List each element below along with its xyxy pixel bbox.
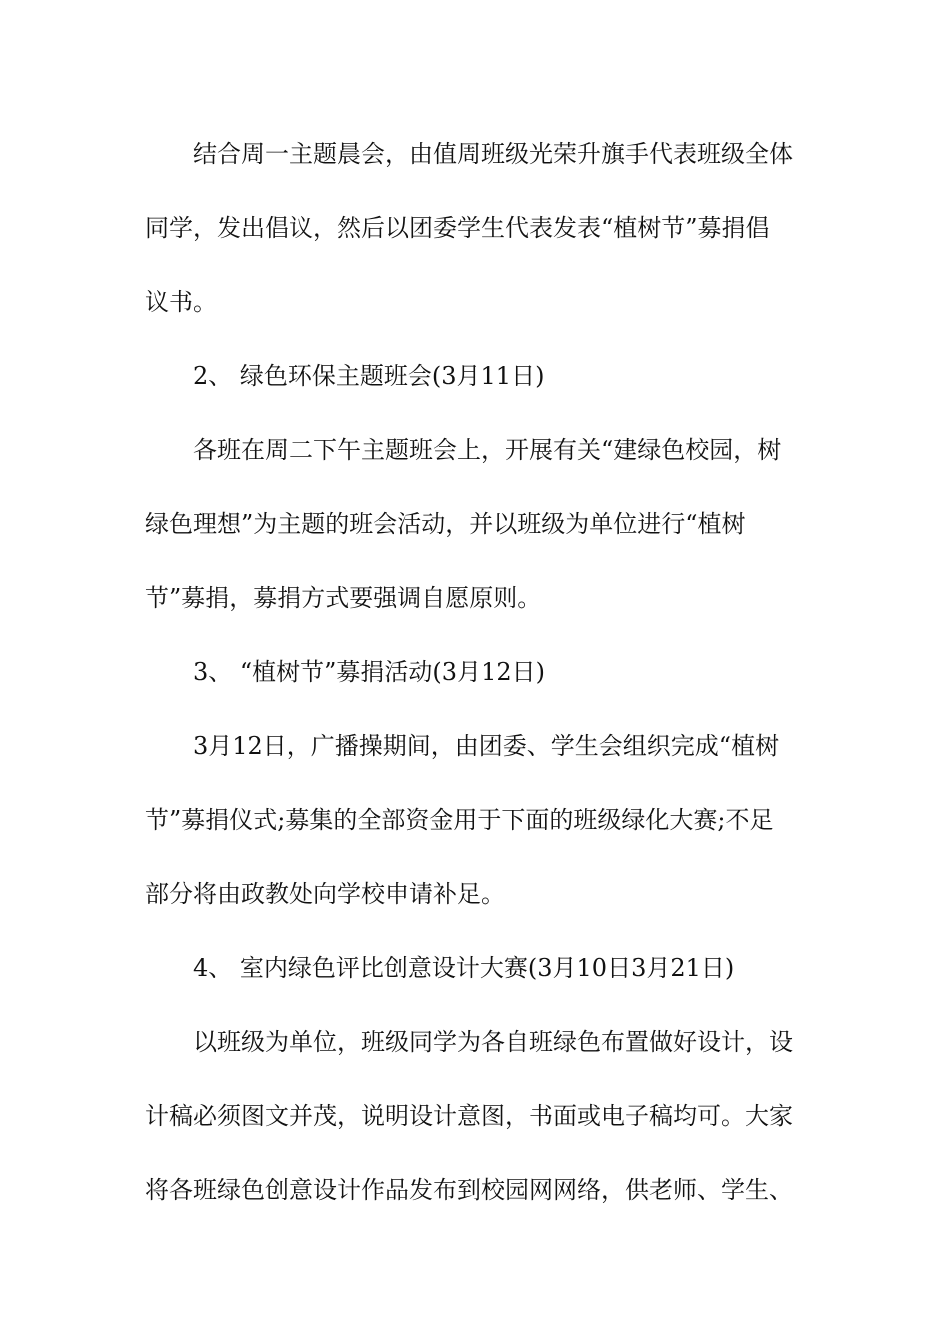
paragraph-line: 议书。 <box>145 288 217 316</box>
paragraph-line: 绿色理想”为主题的班会活动，并以班级为单位进行“植树 <box>145 510 746 538</box>
paragraph-line: 同学，发出倡议，然后以团委学生代表发表“植树节”募捐倡 <box>145 214 770 242</box>
paragraph-line: 3月12日，广播操期间，由团委、学生会组织完成“植树 <box>193 732 780 760</box>
section-heading-4: 4、 室内绿色评比创意设计大赛(3月10日3月21日) <box>193 954 735 982</box>
paragraph-line: 各班在周二下午主题班会上，开展有关“建绿色校园，树 <box>193 436 782 464</box>
paragraph-line: 以班级为单位，班级同学为各自班绿色布置做好设计，设 <box>193 1028 793 1056</box>
paragraph-line: 节”募捐仪式;募集的全部资金用于下面的班级绿化大赛;不足 <box>145 806 774 834</box>
section-heading-3: 3、 “植树节”募捐活动(3月12日) <box>193 658 545 686</box>
paragraph-line: 计稿必须图文并茂，说明设计意图，书面或电子稿均可。大家 <box>145 1102 793 1130</box>
paragraph-line: 结合周一主题晨会，由值周班级光荣升旗手代表班级全体 <box>193 140 793 168</box>
paragraph-line: 部分将由政教处向学校申请补足。 <box>145 880 505 908</box>
section-heading-2: 2、 绿色环保主题班会(3月11日) <box>193 362 545 390</box>
paragraph-line: 节”募捐，募捐方式要强调自愿原则。 <box>145 584 542 612</box>
paragraph-line: 将各班绿色创意设计作品发布到校园网网络，供老师、学生、 <box>145 1176 793 1204</box>
